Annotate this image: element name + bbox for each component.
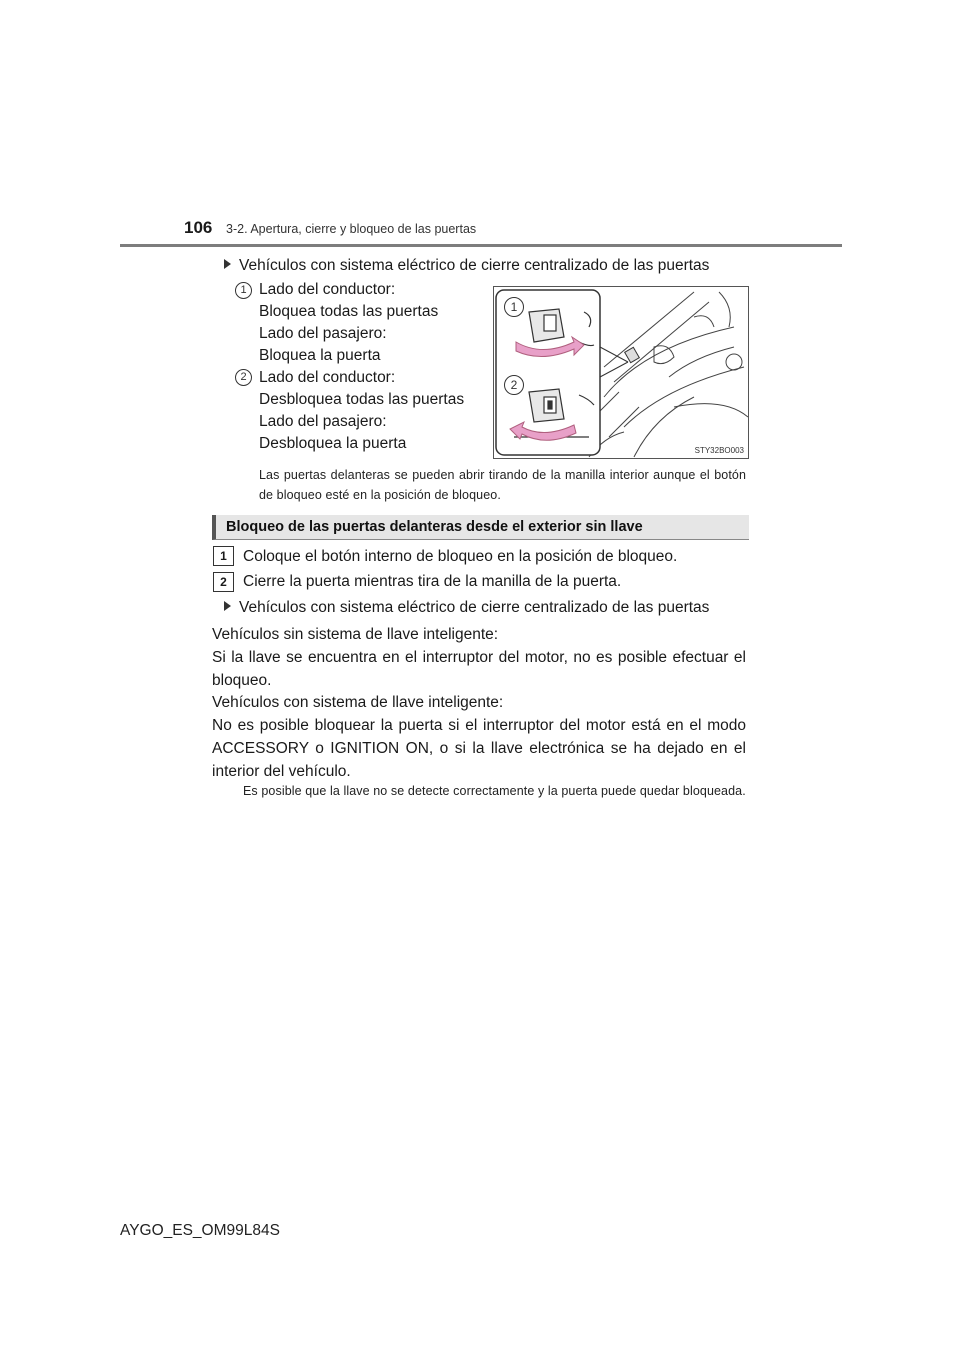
section-title-bar — [212, 515, 749, 540]
paragraph-with-smart-key: Vehículos con sistema de llave inteligente: No es posible bloquear la puerta si el interruptor del motor está en el modo ACCESSORY o IGNITION ON, o si la llave electrónica se ha dejado en el interior del vehículo. — [212, 694, 746, 780]
item-1-text: Lado del conductor: Bloquea todas las puertas Lado del pasajero: Bloquea la puerta — [259, 281, 439, 364]
header-rule — [120, 244, 842, 247]
step-1-text: Coloque el botón interno de bloqueo en la posición de bloqueo. — [243, 548, 678, 565]
callout-number-1: 1 — [235, 282, 252, 299]
door-lock-illustration — [494, 287, 748, 458]
note-key-detection: Es posible que la llave no se detecte correctamente y la puerta puede quedar bloqueada. — [243, 784, 746, 798]
section-header: 3-2. Apertura, cierre y bloqueo de las puertas — [226, 222, 477, 236]
figure-callout-1: 1 — [504, 297, 524, 317]
figure-code: STY32BO003 — [694, 446, 744, 455]
triangle-bullet-icon — [224, 601, 231, 611]
step-2-text: Cierre la puerta mientras tira de la manilla de la puerta. — [243, 573, 622, 590]
note-front-doors: Las puertas delanteras se pueden abrir tirando de la manilla interior aunque el botón de bloqueo esté en la posición de bloqueo. — [259, 468, 746, 502]
footer-document-code: AYGO_ES_OM99L84S — [120, 1222, 280, 1239]
callout-number-2: 2 — [235, 369, 252, 386]
item-2-text: Lado del conductor: Desbloquea todas las puertas Lado del pasajero: Desbloquea la puerta — [259, 369, 465, 452]
figure-callout-2: 2 — [504, 375, 524, 395]
section-title: Bloqueo de las puertas delanteras desde el exterior sin llave — [226, 519, 643, 535]
door-lock-switch-figure — [493, 286, 749, 459]
paragraph-without-smart-key: Vehículos sin sistema de llave inteligente: Si la llave se encuentra en el interruptor del motor, no es posible efectuar el bloqueo. — [212, 626, 746, 689]
step-number-2: 2 — [213, 572, 234, 592]
step-number-1: 1 — [213, 546, 234, 566]
page-number: 106 — [184, 218, 213, 237]
subsection-heading-1: Vehículos con sistema eléctrico de cierre centralizado de las puertas — [224, 255, 709, 277]
triangle-bullet-icon — [224, 259, 231, 269]
subsection-heading-2: Vehículos con sistema eléctrico de cierre centralizado de las puertas — [224, 597, 709, 619]
